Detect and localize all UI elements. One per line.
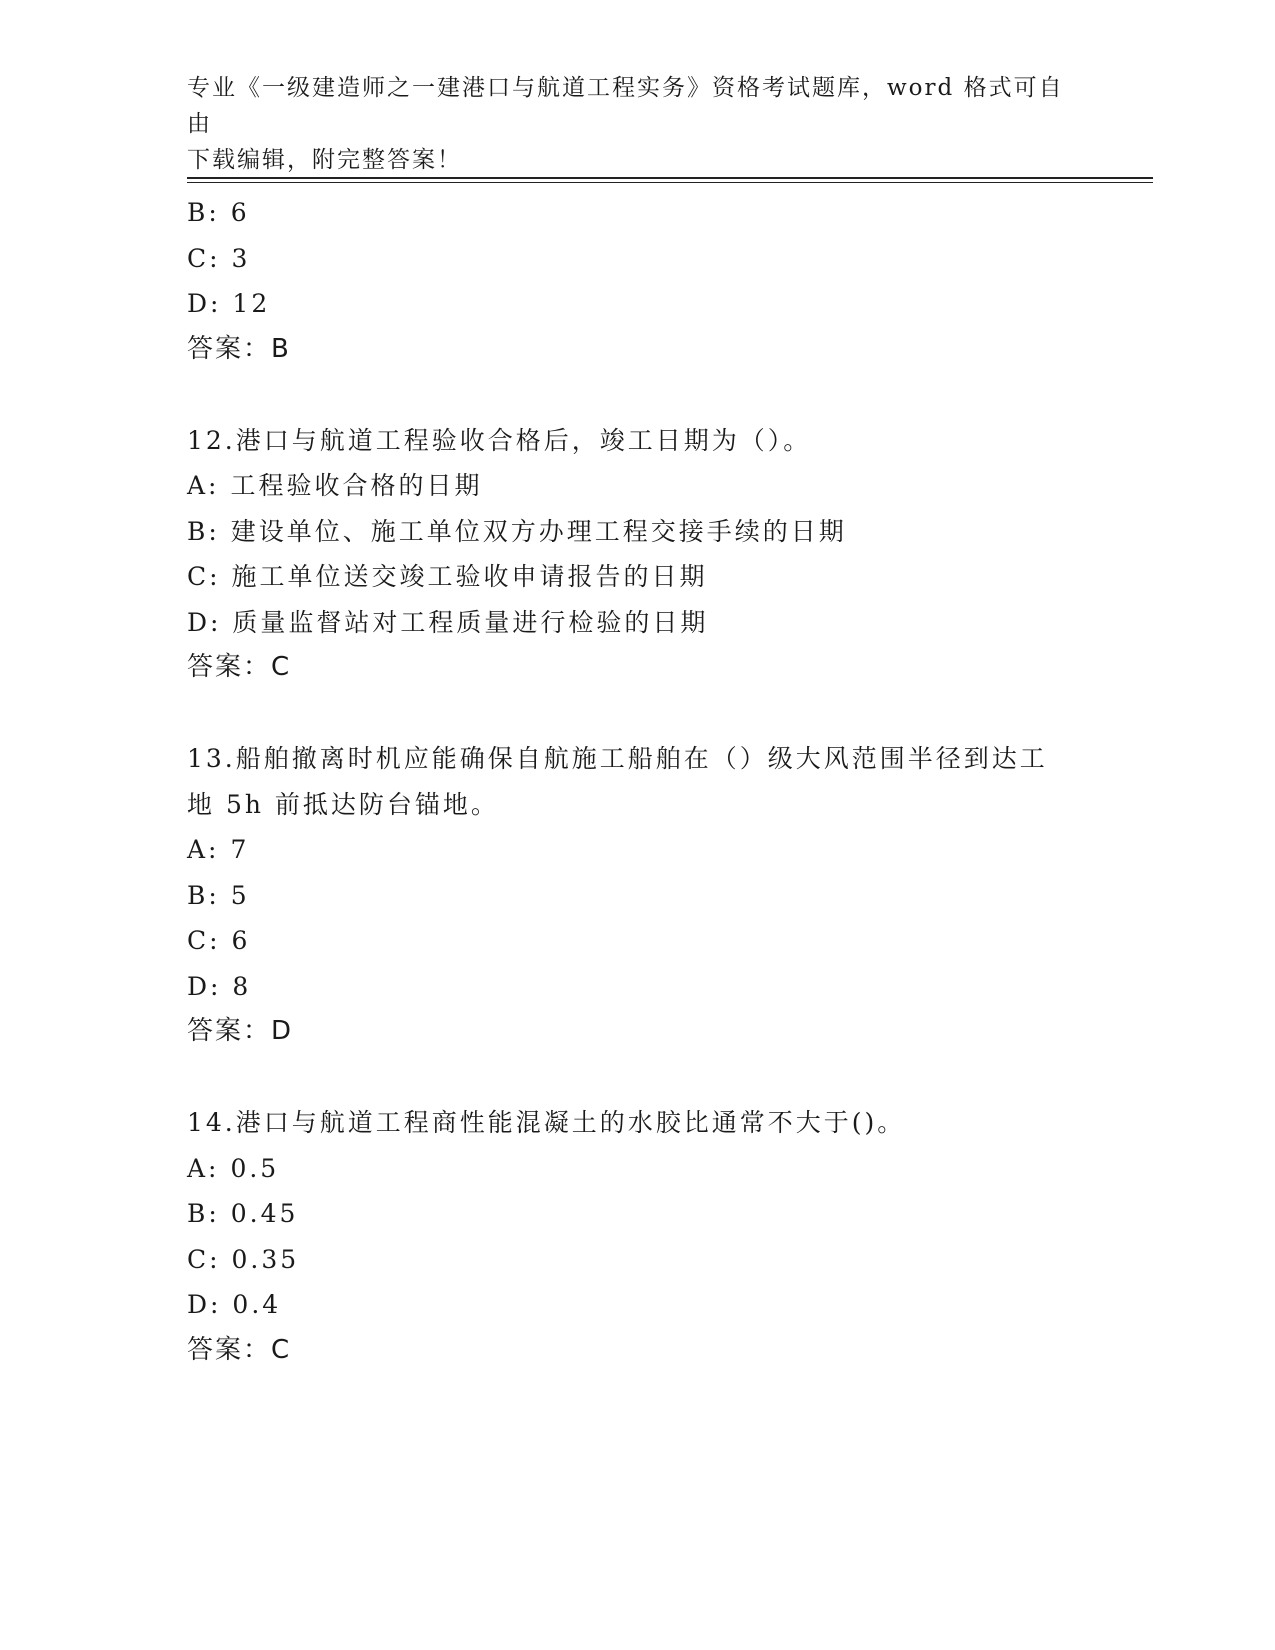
header-line-1: 专业《一级建造师之一建港口与航道工程实务》资格考试题库，word 格式可自由	[187, 75, 1064, 137]
option-d	[187, 281, 1087, 327]
option-b	[187, 1191, 1087, 1237]
question-list	[187, 190, 1087, 1373]
option-text: 工程验收合格的日期	[230, 471, 483, 500]
option-letter: D:	[187, 1290, 222, 1319]
question-14	[187, 1100, 1087, 1373]
question-stem-line-2: 地 5h 前抵达防台锚地。	[187, 789, 499, 819]
question-stem: 12.港口与航道工程验收合格后，竣工日期为（）。	[187, 425, 812, 455]
option-letter: D:	[187, 289, 222, 318]
option-b	[187, 873, 1087, 919]
option-text: 12	[232, 289, 271, 318]
option-letter: C:	[187, 926, 221, 955]
option-letter: D:	[187, 971, 222, 1001]
answer-line: 答案：C	[187, 1334, 292, 1365]
question-11	[187, 190, 1087, 372]
option-b	[187, 509, 1087, 555]
page-header	[187, 70, 1067, 178]
option-text: 5	[230, 880, 250, 910]
option-c	[187, 236, 1087, 282]
spacer	[187, 372, 1087, 418]
option-letter: C:	[187, 1244, 221, 1274]
option-text: 0.5	[230, 1153, 280, 1183]
header-divider	[187, 177, 1153, 183]
option-text: 6	[231, 926, 251, 955]
option-text: 3	[231, 243, 251, 273]
option-d	[187, 964, 1087, 1010]
option-letter: B:	[187, 198, 220, 227]
option-text: 7	[230, 835, 250, 864]
answer-line: 答案：C	[187, 652, 292, 682]
question-12	[187, 418, 1087, 691]
option-d	[187, 600, 1087, 646]
option-c	[187, 554, 1087, 600]
option-letter: C:	[187, 562, 221, 591]
option-text: 质量监督站对工程质量进行检验的日期	[232, 607, 709, 637]
spacer	[187, 691, 1087, 737]
option-b	[187, 190, 1087, 236]
option-text: 6	[230, 198, 250, 227]
option-text: 8	[232, 971, 252, 1001]
option-a	[187, 827, 1087, 873]
question-stem-line-1: 13.船舶撤离时机应能确保自航施工船舶在（）级大风范围半径到达工	[187, 744, 1048, 773]
option-letter: B:	[187, 1199, 220, 1228]
spacer	[187, 1055, 1087, 1101]
option-letter: B:	[187, 516, 220, 546]
question-13	[187, 736, 1087, 1055]
option-text: 施工单位送交竣工验收申请报告的日期	[231, 562, 708, 591]
option-text: 0.35	[231, 1244, 300, 1274]
answer-line: 答案：D	[187, 1016, 294, 1046]
answer-line: 答案：B	[187, 333, 291, 364]
option-text: 0.45	[230, 1199, 299, 1228]
option-letter: C:	[187, 243, 221, 273]
option-text: 0.4	[232, 1290, 282, 1319]
option-letter: A:	[187, 1153, 220, 1183]
option-text: 建设单位、施工单位双方办理工程交接手续的日期	[230, 516, 847, 546]
option-c	[187, 1237, 1087, 1283]
option-letter: B:	[187, 880, 220, 910]
option-a	[187, 1146, 1087, 1192]
option-d	[187, 1282, 1087, 1328]
option-a	[187, 463, 1087, 509]
header-line-2: 下载编辑，附完整答案！	[187, 147, 462, 173]
question-stem: 14.港口与航道工程商性能混凝土的水胶比通常不大于()。	[187, 1108, 906, 1137]
option-c	[187, 918, 1087, 964]
option-letter: A:	[187, 835, 220, 864]
option-letter: D:	[187, 607, 222, 637]
option-letter: A:	[187, 471, 220, 500]
